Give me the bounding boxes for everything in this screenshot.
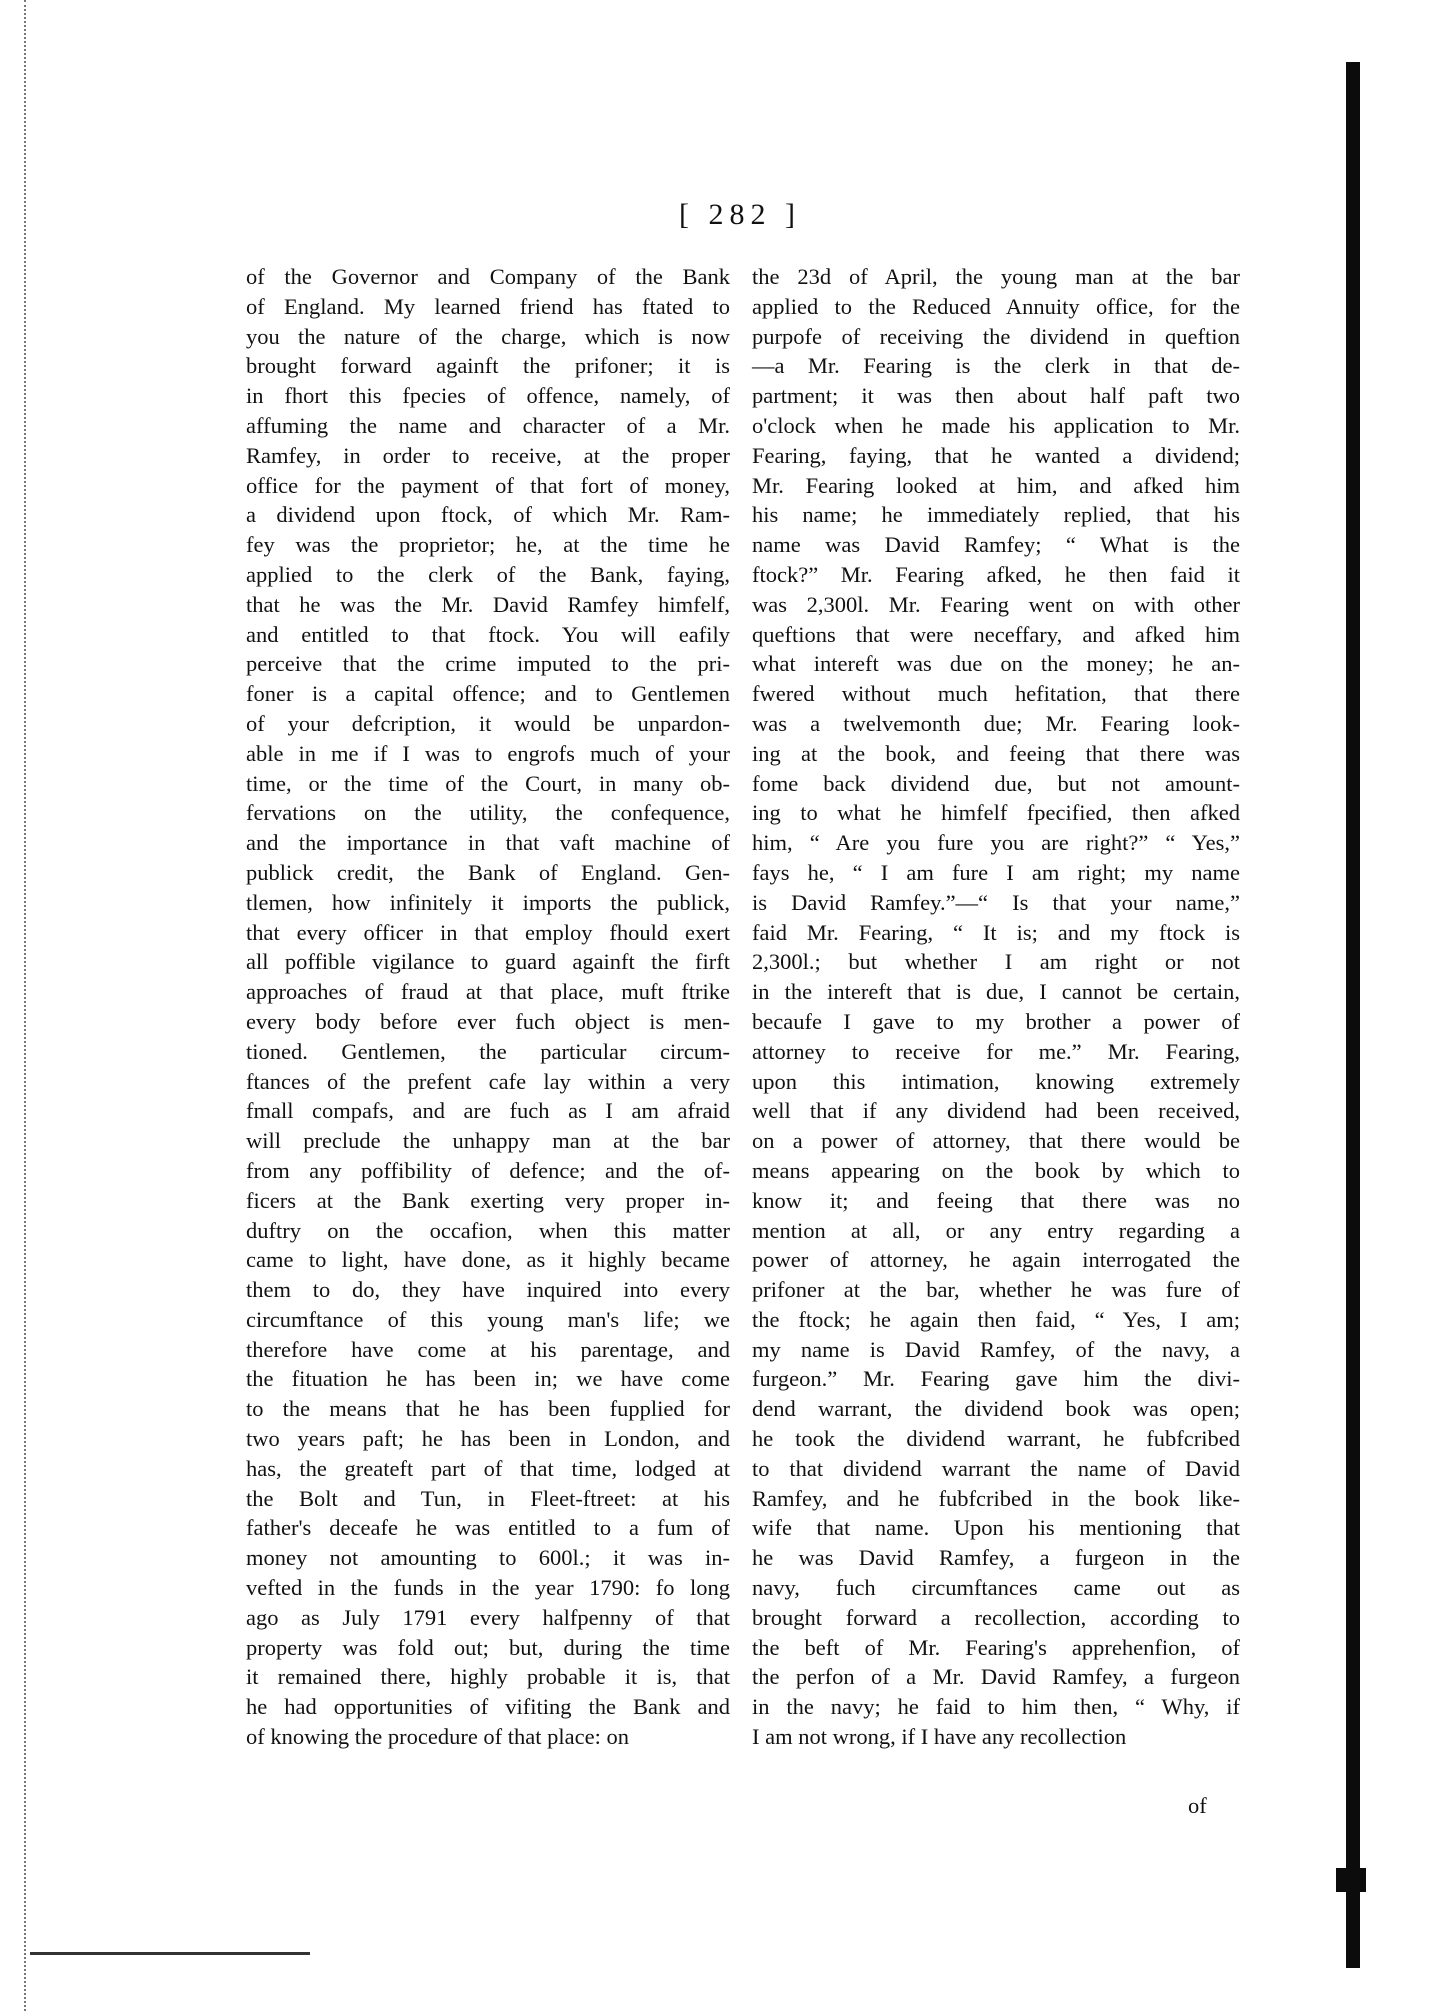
text-line: brought forward a recollection, according to (752, 1604, 1240, 1630)
text-line: foner is a capital offence; and to Gentlemen (246, 681, 730, 707)
text-line: attorney to receive for me.” Mr. Fearing, (752, 1038, 1240, 1064)
page-edge-left (24, 0, 36, 2011)
text-line: of the Governor and Company of the Bank (246, 264, 730, 289)
text-line: time, or the time of the Court, in many ob- (246, 770, 730, 796)
text-line: ftances of the prefent cafe lay within a very (246, 1068, 730, 1094)
text-line: father's deceafe he was entitled to a fum of (246, 1515, 730, 1541)
text-column-left (246, 262, 730, 1752)
text-line: Fearing, faying, that he wanted a dividend; (752, 442, 1240, 468)
page-bottom-rule (30, 1952, 310, 1955)
text-line: vefted in the funds in the year 1790: fo long (246, 1575, 730, 1601)
text-line: office for the payment of that fort of money, (246, 472, 730, 498)
text-line: perceive that the crime imputed to the pri- (246, 651, 730, 677)
text-line: therefore have come at his parentage, and (246, 1336, 730, 1362)
text-line: purpofe of receiving the dividend in queftion (752, 323, 1240, 349)
text-line: duftry on the occafion, when this matter (246, 1217, 730, 1243)
text-line: brought forward againft the prifoner; it is (246, 353, 730, 379)
text-line: the Bolt and Tun, in Fleet-ftreet: at his (246, 1485, 730, 1511)
text-line: fays he, “ I am fure I am right; my name (752, 859, 1240, 885)
text-line: applied to the Reduced Annuity office, for the (752, 293, 1240, 319)
text-line: of England. My learned friend has ftated to (246, 293, 730, 319)
text-line: Mr. Fearing looked at him, and afked him (752, 472, 1240, 498)
text-line: in the navy; he faid to him then, “ Why, if (752, 1694, 1240, 1720)
text-line: him, “ Are you fure you are right?” “ Yes,” (752, 830, 1240, 856)
text-line: well that if any dividend had been received, (752, 1098, 1240, 1124)
text-line: applied to the clerk of the Bank, faying, (246, 561, 730, 587)
text-line: money not amounting to 600l.; it was in- (246, 1545, 730, 1571)
text-line: faid Mr. Fearing, “ It is; and my ftock is (752, 919, 1240, 945)
text-line: the fituation he has been in; we have come (246, 1366, 730, 1392)
text-line: will preclude the unhappy man at the bar (246, 1128, 730, 1154)
text-line: prifoner at the bar, whether he was fure of (752, 1277, 1240, 1303)
text-line: on a power of attorney, that there would be (752, 1128, 1240, 1154)
text-line: ftock?” Mr. Fearing afked, he then faid it (752, 561, 1240, 587)
text-line: all poffible vigilance to guard againft the firft (246, 949, 730, 975)
text-line: you the nature of the charge, which is now (246, 323, 730, 349)
text-line: upon this intimation, knowing extremely (752, 1068, 1240, 1094)
catchword: of (1188, 1793, 1207, 1818)
text-line: to the means that he has been fupplied for (246, 1396, 730, 1422)
text-line: Ramfey, and he fubfcribed in the book like- (752, 1485, 1240, 1511)
text-line: fmall compafs, and are fuch as I am afraid (246, 1098, 730, 1124)
text-line: he took the dividend warrant, he fubfcribed (752, 1426, 1240, 1452)
text-line: circumftance of this young man's life; we (246, 1306, 730, 1332)
text-line: that he was the Mr. David Ramfey himfelf, (246, 591, 730, 617)
text-line: fome back dividend due, but not amount- (752, 770, 1240, 796)
text-line: to that dividend warrant the name of David (752, 1455, 1240, 1481)
text-line: navy, fuch circumftances came out as (752, 1575, 1240, 1601)
text-line: mention at all, or any entry regarding a (752, 1217, 1240, 1243)
text-line: was a twelvemonth due; Mr. Fearing look- (752, 710, 1240, 736)
text-line: know it; and feeing that there was no (752, 1187, 1240, 1213)
text-line: them to do, they have inquired into every (246, 1277, 730, 1303)
text-line: fey was the proprietor; he, at the time he (246, 532, 730, 558)
text-line: ago as July 1791 every halfpenny of that (246, 1604, 730, 1630)
text-line: that every officer in that employ fhould exert (246, 919, 730, 945)
text-line: the ftock; he again then faid, “ Yes, I am; (752, 1306, 1240, 1332)
text-line: it remained there, highly probable it is, that (246, 1664, 730, 1690)
text-line: and the importance in that vaft machine of (246, 830, 730, 856)
text-line: he was David Ramfey, a furgeon in the (752, 1545, 1240, 1571)
text-line: dend warrant, the dividend book was open; (752, 1396, 1240, 1422)
text-line: the beft of Mr. Fearing's apprehenfion, of (752, 1634, 1240, 1660)
text-line: approaches of fraud at that place, muft ftrike (246, 979, 730, 1005)
text-line: in the intereft that is due, I cannot be certain, (752, 979, 1240, 1005)
text-line: in fhort this fpecies of offence, namely, of (246, 383, 730, 409)
text-line: means appearing on the book by which to (752, 1157, 1240, 1183)
text-line: fervations on the utility, the confequence, (246, 800, 730, 826)
text-line: his name; he immediately replied, that his (752, 502, 1240, 528)
text-line: ficers at the Bank exerting very proper in- (246, 1187, 730, 1213)
text-line: every body before ever fuch object is men- (246, 1008, 730, 1034)
text-line: of knowing the procedure of that place: on (246, 1724, 629, 1750)
text-line: two years paft; he has been in London, and (246, 1426, 730, 1452)
text-line: affuming the name and character of a Mr. (246, 412, 730, 438)
text-line: Ramfey, in order to receive, at the proper (246, 442, 730, 468)
text-line: able in me if I was to engrofs much of your (246, 740, 730, 766)
text-line: tioned. Gentlemen, the particular circum- (246, 1038, 730, 1064)
page-number: [ 282 ] (679, 198, 801, 231)
text-line: partment; it was then about half paft two (752, 383, 1240, 409)
text-line: 2,300l.; but whether I am right or not (752, 949, 1240, 975)
text-line: what intereft was due on the money; he an- (752, 651, 1240, 677)
text-line: the perfon of a Mr. David Ramfey, a furgeon (752, 1664, 1240, 1690)
text-line: furgeon.” Mr. Fearing gave him the divi- (752, 1366, 1240, 1392)
text-line: from any poffibility of defence; and the of- (246, 1157, 730, 1183)
text-line: publick credit, the Bank of England. Gen- (246, 859, 730, 885)
text-line: power of attorney, he again interrogated the (752, 1247, 1240, 1273)
text-line: ing at the book, and feeing that there was (752, 740, 1240, 766)
text-line: name was David Ramfey; “ What is the (752, 532, 1240, 558)
text-line: has, the greateft part of that time, lodged at (246, 1455, 730, 1481)
text-line: he had opportunities of vifiting the Bank and (246, 1694, 730, 1720)
text-line: queftions that were neceffary, and afked him (752, 621, 1240, 647)
text-line: property was fold out; but, during the time (246, 1634, 730, 1660)
text-line: wife that name. Upon his mentioning that (752, 1515, 1240, 1541)
text-line: was 2,300l. Mr. Fearing went on with other (752, 591, 1240, 617)
text-line: —a Mr. Fearing is the clerk in that de- (752, 353, 1240, 379)
text-line: of your defcription, it would be unpardon- (246, 710, 730, 736)
text-column-right (752, 262, 1240, 1752)
text-line: tlemen, how infinitely it imports the publick, (246, 889, 730, 915)
text-line: fwered without much hefitation, that there (752, 681, 1240, 707)
text-line: my name is David Ramfey, of the navy, a (752, 1336, 1240, 1362)
page-edge-right-bar (1346, 62, 1360, 1968)
text-line: o'clock when he made his application to Mr. (752, 412, 1240, 438)
text-line: the 23d of April, the young man at the bar (752, 264, 1240, 289)
text-line: came to light, have done, as it highly became (246, 1247, 730, 1273)
text-line: I am not wrong, if I have any recollection (752, 1724, 1127, 1750)
text-line: becaufe I gave to my brother a power of (752, 1008, 1240, 1034)
text-line: ing to what he himfelf fpecified, then afked (752, 800, 1240, 826)
text-line: and entitled to that ftock. You will eafily (246, 621, 730, 647)
text-line: a dividend upon ftock, of which Mr. Ram- (246, 502, 730, 528)
text-line: is David Ramfey.”—“ Is that your name,” (752, 889, 1240, 915)
page-edge-right-notch (1336, 1868, 1366, 1892)
